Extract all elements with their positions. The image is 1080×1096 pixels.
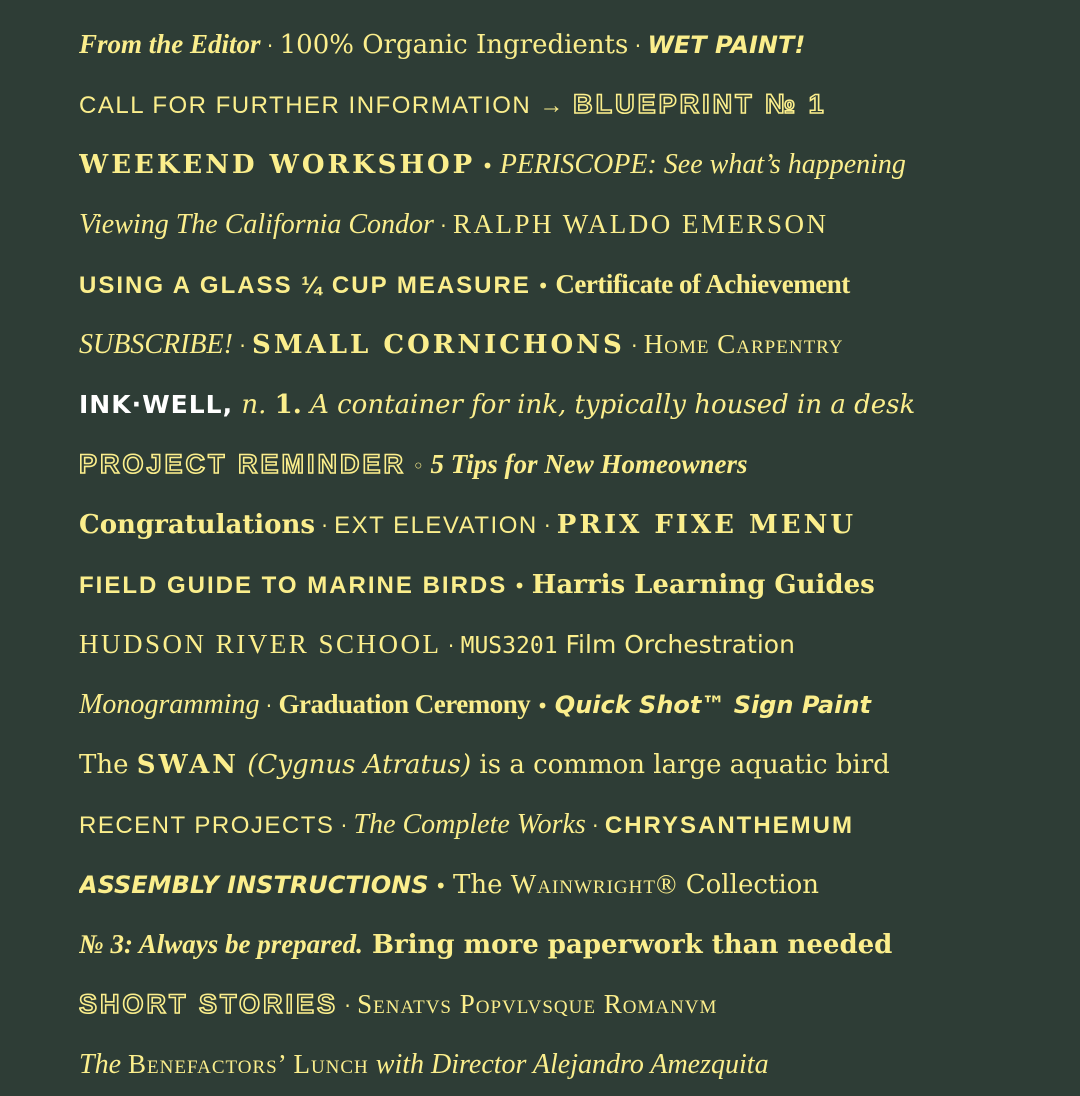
specimen-text: WEEKEND WORKSHOP [79,150,476,180]
specimen-text: SHORT STORIES [79,989,339,1019]
specimen-line [79,734,1011,794]
specimen-line [79,194,1011,254]
specimen-text: № 3: Always be prepared. [79,929,363,959]
specimen-text: CALL FOR FURTHER INFORMATION → [79,92,574,119]
specimen-text: The Complete Works [353,809,586,840]
specimen-line [79,674,1011,734]
specimen-text: Bring more paperwork than needed [362,930,893,960]
specimen-text: SWAN [136,750,240,780]
specimen-text: Quick Shot™ Sign Paint [554,691,871,719]
specimen-text: FIELD GUIDE TO MARINE BIRDS [79,572,508,599]
specimen-text: · [334,814,354,838]
specimen-text: with Director Alejandro Amezquita [368,1049,769,1080]
specimen-text: Collection [677,870,820,900]
specimen-line [79,794,1011,854]
specimen-line [79,14,1011,74]
specimen-text: Monogramming [79,689,260,720]
specimen-text: 100% Organic Ingredients [279,30,629,60]
specimen-text: ASSEMBLY INSTRUCTIONS [79,871,429,899]
specimen-text: · [585,814,605,838]
specimen-text: Film Orchestration [557,630,795,659]
specimen-text: BLUEPRINT № 1 [573,89,827,119]
specimen-line [79,254,1011,314]
specimen-text: RECENT PROJECTS [79,812,335,839]
specimen-text: is a common large aquatic bird [471,750,890,780]
specimen-text: Certificate of Achievement [555,269,850,299]
specimen-text: • [475,154,500,178]
specimen-text: Viewing The California Condor [79,209,434,240]
specimen-text: Congratulations [79,510,316,540]
specimen-text: The [79,750,137,780]
specimen-text: A container for ink, typically housed in a desk [301,390,916,420]
specimen-text: Harris Learning Guides [531,570,875,600]
specimen-text: · [338,994,358,1018]
specimen-text: SUBSCRIBE! [79,329,233,360]
specimen-text: Home Carpentry [643,329,844,359]
specimen-text: PRIX FIXE MENU [556,510,857,540]
specimen-text: 1. [274,390,302,420]
specimen-text: 5 Tips for New Homeowners [430,449,748,479]
specimen-text: WET PAINT! [647,31,806,59]
specimen-text: • [428,874,453,898]
specimen-line [79,74,1011,134]
specimen-line [79,1034,1011,1094]
specimen-line [79,434,1011,494]
specimen-text: · [232,334,253,358]
specimen-text: RALPH WALDO EMERSON [453,209,829,239]
specimen-text: SMALL CORNICHONS [252,330,625,360]
specimen-text: CHRYSANTHEMUM [604,812,854,839]
specimen-text: From the Editor [79,29,261,59]
specimen-line [79,914,1011,974]
specimen-text: · [259,694,279,718]
specimen-text: ◦ [406,454,431,478]
specimen-text: · [441,634,461,658]
specimen-text: · [628,34,648,58]
specimen-text: Senatvs Popvlvsque Romanvm [357,989,718,1019]
specimen-text: HUDSON RIVER SCHOOL [79,629,442,659]
specimen-line [79,854,1011,914]
specimen-text: (Cygnus Atratus) [239,750,472,780]
specimen-text: • [530,694,555,718]
specimen-text: USING A GLASS ¼ CUP MEASURE [79,272,531,299]
specimen-text: Benefactors’ Lunch [128,1049,369,1079]
specimen-text: PERISCOPE: See what’s happening [499,149,906,180]
specimen-text: The [453,870,511,900]
specimen-text: MUS3201 [460,633,558,659]
specimen-text: INK·WELL, [79,390,234,419]
specimen-line [79,554,1011,614]
specimen-text: · [260,34,280,58]
specimen-text: · [537,514,557,538]
specimen-text: • [507,574,532,598]
specimen-text: Graduation Ceremony [278,689,531,719]
specimen-line [79,374,1011,434]
specimen-text: n. [233,390,275,420]
specimen-line [79,974,1011,1034]
specimen-text: PROJECT REMINDER [79,449,407,479]
specimen-text: EXT ELEVATION [334,512,538,539]
specimen-line [79,494,1011,554]
specimen-line [79,134,1011,194]
specimen-text: • [530,274,556,298]
specimen-line [79,614,1011,674]
specimen-text: · [433,214,454,238]
specimen-text: · [624,334,644,358]
specimen-text: Wainwright® [510,869,678,899]
specimen-text: The [79,1049,128,1080]
specimen-text: · [315,514,335,538]
specimen-line [79,314,1011,374]
